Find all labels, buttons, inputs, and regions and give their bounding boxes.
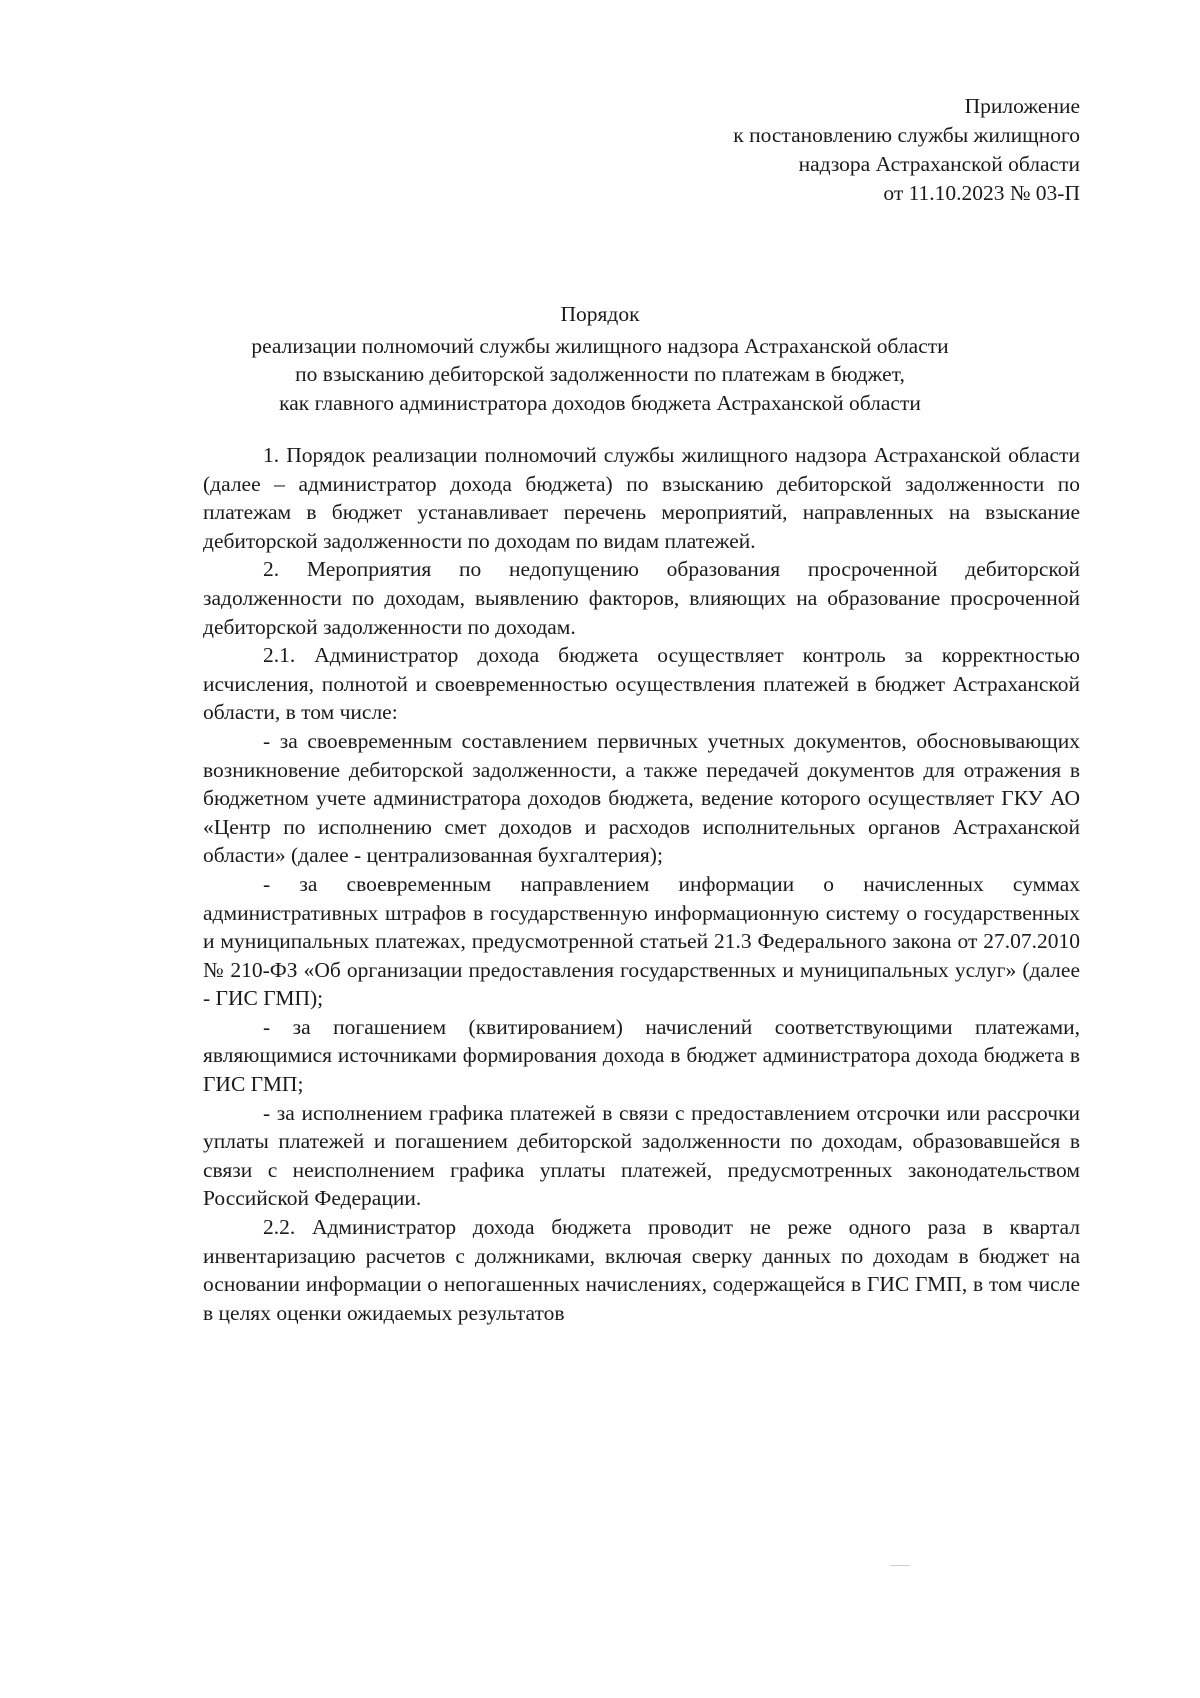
list-item-gis-gmp-info: - за своевременным направлением информации о начисленных суммах административных штрафов в государственную информационную систему о государственных и муниципальных платежах, предусмотренной статьей 21.3 Федерального закона от 27.07.2010 № 210-ФЗ «Об организации предоставления государственных и муниципальных услуг» (далее - ГИС ГМП); (203, 871, 1080, 1011)
list-item-payment-schedule: - за исполнением графика платежей в связи с предоставлением отсрочки или рассрочки уплаты платежей и погашением дебиторской задолженности по доходам, образовавшейся в связи с неисполнением графика уплаты платежей, предусмотренных законодательством Российской Федерации. (203, 1100, 1080, 1211)
document-subtitle-line-2: по взысканию дебиторской задолженности по платежам в бюджет, (295, 362, 905, 386)
paragraph-2: 2. Мероприятия по недопущению образования просроченной дебиторской задолженности по доходам, выявлению факторов, влияющих на образование просроченной дебиторской задолженности по доходам. (203, 557, 1080, 639)
document-title-block (200, 300, 1000, 417)
appendix-label: Приложение (964, 94, 1080, 118)
paragraph-2-1: 2.1. Администратор дохода бюджета осуществляет контроль за корректностью исчисления, полнотой и своевременностью осуществления платежей в бюджет Астраханской области, в том числе: (203, 643, 1080, 725)
list-item-quittance: - за погашением (квитированием) начислений соответствующими платежами, являющимися источниками формирования дохода в бюджет администратора дохода бюджета в ГИС ГМП; (203, 1014, 1080, 1097)
appendix-date-number: от 11.10.2023 № 03-П (883, 181, 1080, 205)
document-subtitle-line-1: реализации полномочий службы жилищного надзора Астраханской области (251, 333, 949, 358)
document-subtitle-line-3: как главного администратора доходов бюджета Астраханской области (279, 390, 921, 415)
appendix-header (733, 92, 1080, 208)
list-item-primary-documents: - за своевременным составлением первичных учетных документов, обосновывающих возникновение дебиторской задолженности, а также передачей документов для отражения в бюджетном учете администратора доходов бюджета, ведение которого осуществляет ГКУ АО «Центр по исполнению смет доходов и расходов исполнительных органов Астраханской области» (далее - централизованная бухгалтерия); (203, 728, 1080, 868)
document-body (203, 441, 1080, 1327)
appendix-resolution-ref: к постановлению службы жилищного (733, 123, 1080, 147)
paragraph-1: 1. Порядок реализации полномочий службы жилищного надзора Астраханской области (далее – администратор дохода бюджета) по взысканию дебиторской задолженности по платежам в бюджет устанавливает перечень мероприятий, направленных на взыскание дебиторской задолженности по доходам по видам платежей. (203, 443, 1080, 553)
paragraph-2-2: 2.2. Администратор дохода бюджета проводит не реже одного раза в квартал инвентаризацию расчетов с должниками, включая сверку данных по доходам в бюджет на основании информации о непогашенных начислениях, содержащейся в ГИС ГМП, в том числе в целях оценки ожидаемых результатов (203, 1215, 1080, 1325)
appendix-authority: надзора Астраханской области (798, 152, 1080, 176)
document-title: Порядок (560, 302, 640, 326)
scan-artifact (890, 1565, 910, 1566)
